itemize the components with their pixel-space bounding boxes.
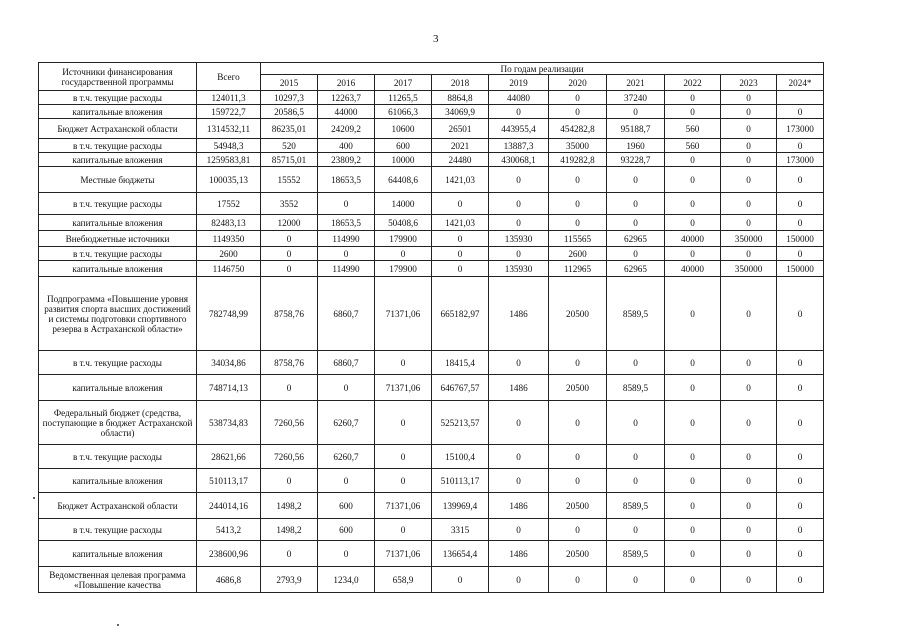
row-year-value: 114990 <box>318 261 375 277</box>
header-year: 2024* <box>777 75 824 91</box>
page-number: 3 <box>433 33 439 45</box>
header-year: 2018 <box>432 75 489 91</box>
row-year-value: 0 <box>489 567 549 593</box>
row-year-value: 525213,57 <box>432 401 489 445</box>
row-source-label: Федеральный бюджет (средства, поступающие в бюджет Астраханской области) <box>39 401 197 445</box>
row-year-value: 8758,76 <box>261 351 318 375</box>
header-year: 2016 <box>318 75 375 91</box>
row-year-value: 0 <box>549 401 607 445</box>
row-year-value: 510113,17 <box>432 469 489 493</box>
table-row <box>39 139 824 153</box>
scan-speck <box>33 497 35 499</box>
row-year-value: 85715,01 <box>261 153 318 167</box>
row-year-value: 0 <box>665 193 721 215</box>
row-year-value: 0 <box>607 351 665 375</box>
table-row <box>39 469 824 493</box>
row-year-value: 15100,4 <box>432 445 489 469</box>
row-year-value: 0 <box>489 519 549 541</box>
row-year-value: 430068,1 <box>489 153 549 167</box>
row-source-label: капитальные вложения <box>39 215 197 231</box>
table-row <box>39 153 824 167</box>
row-total: 1146750 <box>197 261 261 277</box>
row-year-value: 40000 <box>665 231 721 247</box>
row-year-value: 0 <box>489 167 549 193</box>
row-source-label: капитальные вложения <box>39 541 197 567</box>
row-year-value <box>777 91 824 105</box>
row-year-value: 11265,5 <box>375 91 432 105</box>
row-year-value: 6260,7 <box>318 401 375 445</box>
row-year-value: 1234,0 <box>318 567 375 593</box>
row-source-label: Бюджет Астраханской области <box>39 119 197 139</box>
row-total: 17552 <box>197 193 261 215</box>
row-year-value: 0 <box>432 231 489 247</box>
row-year-value: 0 <box>549 91 607 105</box>
row-year-value: 0 <box>607 193 665 215</box>
row-year-value: 18653,5 <box>318 167 375 193</box>
header-year: 2020 <box>549 75 607 91</box>
row-total: 2600 <box>197 247 261 261</box>
row-year-value: 1486 <box>489 375 549 401</box>
row-year-value: 8589,5 <box>607 277 665 351</box>
row-year-value: 0 <box>721 139 777 153</box>
row-year-value: 1486 <box>489 541 549 567</box>
row-year-value: 115565 <box>549 231 607 247</box>
row-year-value: 139969,4 <box>432 493 489 519</box>
table-row <box>39 541 824 567</box>
row-source-label: капитальные вложения <box>39 153 197 167</box>
row-year-value: 0 <box>777 469 824 493</box>
row-year-value: 560 <box>665 139 721 153</box>
financing-table <box>38 62 824 593</box>
row-year-value: 0 <box>318 541 375 567</box>
row-year-value: 600 <box>318 519 375 541</box>
row-year-value: 0 <box>432 261 489 277</box>
row-year-value: 350000 <box>721 261 777 277</box>
row-year-value: 0 <box>261 261 318 277</box>
row-year-value: 0 <box>607 167 665 193</box>
row-year-value: 8758,76 <box>261 277 318 351</box>
row-year-value: 0 <box>261 375 318 401</box>
row-year-value: 0 <box>665 375 721 401</box>
row-total: 782748,99 <box>197 277 261 351</box>
row-year-value: 0 <box>665 247 721 261</box>
row-year-value: 0 <box>777 493 824 519</box>
row-year-value: 0 <box>721 375 777 401</box>
row-year-value: 0 <box>549 445 607 469</box>
row-year-value: 0 <box>665 541 721 567</box>
row-year-value: 443955,4 <box>489 119 549 139</box>
row-year-value: 18415,4 <box>432 351 489 375</box>
row-year-value: 71371,06 <box>375 493 432 519</box>
row-year-value: 0 <box>721 167 777 193</box>
row-year-value: 2793,9 <box>261 567 318 593</box>
row-year-value: 179900 <box>375 231 432 247</box>
header-year: 2017 <box>375 75 432 91</box>
row-total: 28621,66 <box>197 445 261 469</box>
row-year-value: 0 <box>777 541 824 567</box>
row-year-value: 0 <box>489 351 549 375</box>
row-year-value: 0 <box>777 351 824 375</box>
row-year-value: 8589,5 <box>607 493 665 519</box>
row-year-value: 15552 <box>261 167 318 193</box>
row-year-value: 400 <box>318 139 375 153</box>
row-total: 538734,83 <box>197 401 261 445</box>
row-year-value: 419282,8 <box>549 153 607 167</box>
row-year-value: 0 <box>432 567 489 593</box>
table-row <box>39 231 824 247</box>
row-year-value: 8589,5 <box>607 375 665 401</box>
row-source-label: капитальные вложения <box>39 469 197 493</box>
scan-speck <box>117 624 119 626</box>
row-year-value: 0 <box>261 541 318 567</box>
row-year-value: 0 <box>721 445 777 469</box>
row-year-value: 35000 <box>549 139 607 153</box>
row-year-value: 62965 <box>607 231 665 247</box>
row-year-value: 71371,06 <box>375 541 432 567</box>
row-year-value: 0 <box>721 469 777 493</box>
row-total: 238600,96 <box>197 541 261 567</box>
row-year-value: 0 <box>721 401 777 445</box>
row-year-value: 26501 <box>432 119 489 139</box>
row-year-value: 0 <box>721 215 777 231</box>
row-year-value: 13887,3 <box>489 139 549 153</box>
row-year-value: 0 <box>665 351 721 375</box>
row-total: 82483,13 <box>197 215 261 231</box>
row-year-value: 71371,06 <box>375 375 432 401</box>
row-year-value: 8589,5 <box>607 541 665 567</box>
row-year-value: 24480 <box>432 153 489 167</box>
row-year-value: 136654,4 <box>432 541 489 567</box>
row-year-value: 0 <box>721 541 777 567</box>
row-source-label: Местные бюджеты <box>39 167 197 193</box>
row-year-value: 86235,01 <box>261 119 318 139</box>
row-year-value: 0 <box>489 445 549 469</box>
row-year-value: 0 <box>375 519 432 541</box>
row-year-value: 6260,7 <box>318 445 375 469</box>
row-year-value: 0 <box>665 105 721 119</box>
row-year-value: 0 <box>607 445 665 469</box>
row-source-label: в т.ч. текущие расходы <box>39 247 197 261</box>
row-year-value: 7260,56 <box>261 401 318 445</box>
header-year: 2021 <box>607 75 665 91</box>
table-row <box>39 519 824 541</box>
row-total: 244014,16 <box>197 493 261 519</box>
row-year-value: 7260,56 <box>261 445 318 469</box>
table-row <box>39 167 824 193</box>
row-year-value: 0 <box>375 247 432 261</box>
row-year-value: 150000 <box>777 261 824 277</box>
table-row <box>39 247 824 261</box>
row-year-value: 64408,6 <box>375 167 432 193</box>
row-year-value: 0 <box>607 519 665 541</box>
row-year-value: 0 <box>777 445 824 469</box>
row-year-value: 0 <box>607 247 665 261</box>
table-row <box>39 91 824 105</box>
row-year-value: 0 <box>375 351 432 375</box>
row-year-value: 61066,3 <box>375 105 432 119</box>
row-year-value: 14000 <box>375 193 432 215</box>
row-total: 54948,3 <box>197 139 261 153</box>
row-year-value: 0 <box>665 153 721 167</box>
row-year-value: 150000 <box>777 231 824 247</box>
row-year-value: 18653,5 <box>318 215 375 231</box>
row-year-value: 0 <box>721 493 777 519</box>
row-year-value: 40000 <box>665 261 721 277</box>
row-year-value: 112965 <box>549 261 607 277</box>
row-total: 159722,7 <box>197 105 261 119</box>
row-year-value: 44000 <box>318 105 375 119</box>
table-row <box>39 375 824 401</box>
row-year-value: 350000 <box>721 231 777 247</box>
row-year-value: 3552 <box>261 193 318 215</box>
row-year-value: 0 <box>665 469 721 493</box>
table-row <box>39 401 824 445</box>
row-year-value: 0 <box>721 277 777 351</box>
row-source-label: Ведомственная целевая программа «Повышение качества <box>39 567 197 593</box>
row-source-label: капитальные вложения <box>39 261 197 277</box>
row-year-value: 0 <box>261 231 318 247</box>
row-year-value: 1421,03 <box>432 215 489 231</box>
row-year-value: 0 <box>489 193 549 215</box>
row-year-value: 0 <box>549 193 607 215</box>
row-total: 5413,2 <box>197 519 261 541</box>
row-source-label: капитальные вложения <box>39 375 197 401</box>
row-source-label: в т.ч. текущие расходы <box>39 519 197 541</box>
row-total: 510113,17 <box>197 469 261 493</box>
row-year-value: 0 <box>489 247 549 261</box>
row-year-value: 1960 <box>607 139 665 153</box>
row-total: 1314532,11 <box>197 119 261 139</box>
row-year-value: 1498,2 <box>261 519 318 541</box>
row-year-value: 6860,7 <box>318 351 375 375</box>
row-source-label: в т.ч. текущие расходы <box>39 351 197 375</box>
row-year-value: 0 <box>549 567 607 593</box>
row-year-value: 20500 <box>549 277 607 351</box>
row-year-value: 0 <box>607 215 665 231</box>
row-year-value: 0 <box>665 91 721 105</box>
row-year-value: 0 <box>549 519 607 541</box>
row-year-value: 0 <box>721 351 777 375</box>
row-year-value: 0 <box>665 519 721 541</box>
header-year: 2015 <box>261 75 318 91</box>
row-year-value: 0 <box>261 247 318 261</box>
table-row <box>39 215 824 231</box>
row-year-value: 0 <box>721 105 777 119</box>
row-year-value: 62965 <box>607 261 665 277</box>
row-year-value: 0 <box>607 469 665 493</box>
row-year-value: 0 <box>777 375 824 401</box>
row-source-label: Подпрограмма «Повышение уровня развития спорта высших достижений и системы подготовки спортивного резерва в Астраханской области» <box>39 277 197 351</box>
row-year-value: 0 <box>665 493 721 519</box>
row-year-value: 0 <box>549 167 607 193</box>
row-year-value: 0 <box>432 247 489 261</box>
row-year-value: 0 <box>489 469 549 493</box>
row-year-value: 2600 <box>549 247 607 261</box>
row-year-value: 600 <box>318 493 375 519</box>
row-year-value: 0 <box>777 105 824 119</box>
row-source-label: Бюджет Астраханской области <box>39 493 197 519</box>
row-year-value: 0 <box>721 519 777 541</box>
row-year-value: 0 <box>777 247 824 261</box>
row-year-value: 0 <box>549 469 607 493</box>
row-year-value: 0 <box>777 139 824 153</box>
row-year-value: 10297,3 <box>261 91 318 105</box>
row-year-value: 0 <box>777 167 824 193</box>
row-year-value: 0 <box>318 247 375 261</box>
row-total: 4686,8 <box>197 567 261 593</box>
row-year-value: 0 <box>721 193 777 215</box>
row-year-value: 0 <box>549 351 607 375</box>
row-year-value: 135930 <box>489 261 549 277</box>
row-year-value: 179900 <box>375 261 432 277</box>
table-row <box>39 193 824 215</box>
row-year-value: 10000 <box>375 153 432 167</box>
row-year-value: 12263,7 <box>318 91 375 105</box>
row-year-value: 454282,8 <box>549 119 607 139</box>
table-row <box>39 105 824 119</box>
row-year-value: 0 <box>721 247 777 261</box>
row-year-value: 0 <box>489 105 549 119</box>
row-year-value: 173000 <box>777 153 824 167</box>
row-year-value: 0 <box>607 401 665 445</box>
row-year-value: 44080 <box>489 91 549 105</box>
row-year-value: 0 <box>665 401 721 445</box>
row-total: 34034,86 <box>197 351 261 375</box>
row-source-label: в т.ч. текущие расходы <box>39 91 197 105</box>
row-year-value: 23809,2 <box>318 153 375 167</box>
row-year-value: 0 <box>777 401 824 445</box>
row-year-value: 646767,57 <box>432 375 489 401</box>
row-year-value: 1421,03 <box>432 167 489 193</box>
table-row <box>39 567 824 593</box>
row-year-value: 34069,9 <box>432 105 489 119</box>
row-year-value: 665182,97 <box>432 277 489 351</box>
header-total-column: Всего <box>197 63 261 91</box>
row-year-value: 0 <box>318 375 375 401</box>
header-year: 2022 <box>665 75 721 91</box>
row-total: 1149350 <box>197 231 261 247</box>
row-year-value: 0 <box>665 277 721 351</box>
row-year-value: 600 <box>375 139 432 153</box>
row-year-value: 0 <box>777 567 824 593</box>
row-total: 748714,13 <box>197 375 261 401</box>
row-source-label: Внебюджетные источники <box>39 231 197 247</box>
row-total: 1259583,81 <box>197 153 261 167</box>
row-year-value: 1486 <box>489 493 549 519</box>
row-year-value: 20500 <box>549 493 607 519</box>
row-year-value: 0 <box>607 567 665 593</box>
row-year-value: 0 <box>489 215 549 231</box>
row-year-value: 0 <box>721 567 777 593</box>
header-years-group: По годам реализации <box>261 63 824 75</box>
row-year-value: 0 <box>777 519 824 541</box>
row-year-value: 1498,2 <box>261 493 318 519</box>
row-year-value: 0 <box>721 153 777 167</box>
row-source-label: капитальные вложения <box>39 105 197 119</box>
row-total: 100035,13 <box>197 167 261 193</box>
row-year-value: 95188,7 <box>607 119 665 139</box>
row-year-value: 114990 <box>318 231 375 247</box>
row-year-value: 0 <box>261 469 318 493</box>
row-year-value: 0 <box>375 401 432 445</box>
header-year: 2023 <box>721 75 777 91</box>
row-year-value: 93228,7 <box>607 153 665 167</box>
table-row <box>39 277 824 351</box>
table-row <box>39 445 824 469</box>
row-year-value: 658,9 <box>375 567 432 593</box>
header-year: 2019 <box>489 75 549 91</box>
row-year-value: 71371,06 <box>375 277 432 351</box>
row-year-value: 20586,5 <box>261 105 318 119</box>
row-year-value: 0 <box>375 469 432 493</box>
row-year-value: 0 <box>665 215 721 231</box>
row-year-value: 0 <box>777 193 824 215</box>
row-year-value: 0 <box>318 469 375 493</box>
row-year-value: 24209,2 <box>318 119 375 139</box>
row-year-value: 0 <box>375 445 432 469</box>
row-year-value: 37240 <box>607 91 665 105</box>
row-year-value: 173000 <box>777 119 824 139</box>
row-year-value: 10600 <box>375 119 432 139</box>
row-year-value: 20500 <box>549 541 607 567</box>
row-year-value: 2021 <box>432 139 489 153</box>
row-year-value: 3315 <box>432 519 489 541</box>
row-year-value: 0 <box>665 567 721 593</box>
row-year-value: 20500 <box>549 375 607 401</box>
table-row <box>39 493 824 519</box>
row-year-value: 0 <box>549 105 607 119</box>
row-year-value: 1486 <box>489 277 549 351</box>
row-source-label: в т.ч. текущие расходы <box>39 445 197 469</box>
row-year-value: 12000 <box>261 215 318 231</box>
row-year-value: 0 <box>665 445 721 469</box>
row-year-value: 0 <box>777 215 824 231</box>
row-year-value: 0 <box>432 193 489 215</box>
row-year-value: 0 <box>721 119 777 139</box>
row-year-value: 135930 <box>489 231 549 247</box>
row-total: 124011,3 <box>197 91 261 105</box>
table-row <box>39 261 824 277</box>
row-year-value: 6860,7 <box>318 277 375 351</box>
row-year-value: 50408,6 <box>375 215 432 231</box>
row-year-value: 0 <box>318 193 375 215</box>
table-row <box>39 351 824 375</box>
row-year-value: 0 <box>665 167 721 193</box>
row-year-value: 520 <box>261 139 318 153</box>
row-year-value: 0 <box>777 277 824 351</box>
row-year-value: 0 <box>549 215 607 231</box>
row-year-value: 0 <box>721 91 777 105</box>
row-year-value: 560 <box>665 119 721 139</box>
row-source-label: в т.ч. текущие расходы <box>39 139 197 153</box>
row-year-value: 8864,8 <box>432 91 489 105</box>
row-source-label: в т.ч. текущие расходы <box>39 193 197 215</box>
row-year-value: 0 <box>607 105 665 119</box>
row-year-value: 0 <box>489 401 549 445</box>
header-source-column: Источники финансирования государственной программы <box>39 63 197 91</box>
table-row <box>39 119 824 139</box>
